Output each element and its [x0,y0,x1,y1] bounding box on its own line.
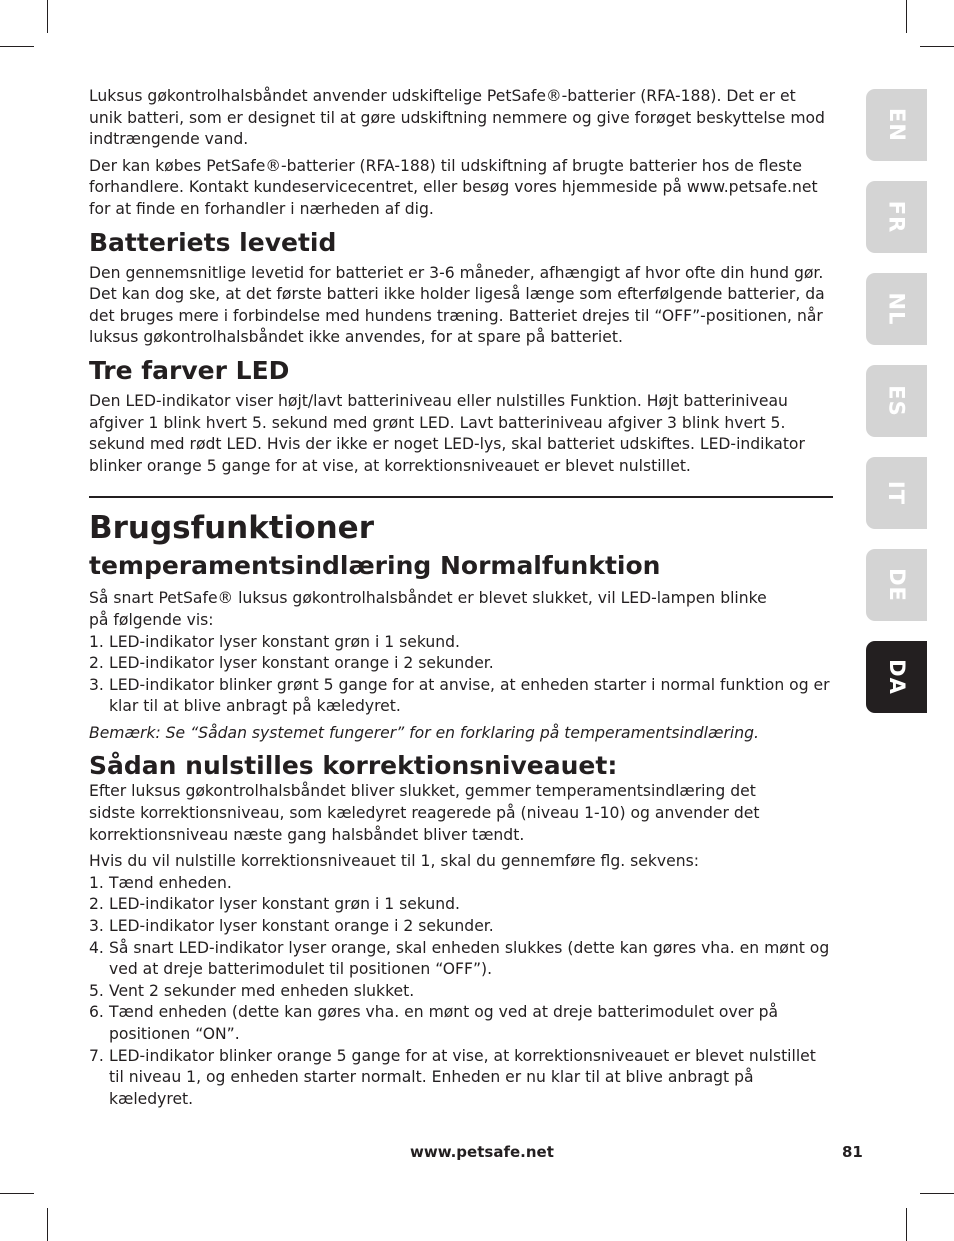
list-number: 3. [89,917,104,936]
reset-text-line: Efter luksus gøkontrolhalsbåndet bliver slukket, gemmer temperamentsindlæring det [89,782,756,801]
list-item [89,1046,833,1111]
reset-paragraph [89,781,833,846]
list-text: LED-indikator lyser konstant orange i 2 sekunder. [109,917,494,936]
list-item [89,873,833,895]
list-text: Tænd enheden. [109,873,232,892]
list-item [89,981,833,1003]
reset-steps-list [89,873,833,1111]
reset-heading: Sådan nulstilles korrektionsniveauet: [89,751,618,781]
crop-mark [906,0,907,33]
list-item [89,938,833,981]
list-item [89,632,833,654]
list-text: LED-indikator blinker orange 5 gange for at vise, at korrektionsniveauet er blevet nulstillet til niveau 1, og enheden starter normalt. Enheden er nu klar til at blive anbragt på kæledyret. [109,1046,816,1108]
list-text: LED-indikator lyser konstant orange i 2 sekunder. [109,654,494,673]
crop-mark [920,1193,954,1194]
page-title: Brugsfunktioner [89,510,374,547]
note-text: Bemærk: Se “Sådan systemet fungerer” for en forklaring på temperamentsindlæring. [89,723,759,742]
led-heading: Tre farver LED [89,355,290,385]
intro-paragraph: Der kan købes PetSafe®-batterier (RFA-188) til udskiftning af brugte batterier hos de fleste forhandlere. Kontakt kundeservicecentret, eller besøg vores hjemmeside på www.petsafe.net for at finde en forhandler i nærheden af dig. [89,156,818,218]
list-text: LED-indikator lyser konstant grøn i 1 sekund. [109,895,460,914]
crop-mark [47,1208,48,1241]
crop-mark [906,1208,907,1241]
tab-label: IT [884,480,909,506]
tab-label: ES [884,385,909,417]
list-item [89,916,833,938]
crop-mark [0,46,34,47]
list-number: 5. [89,981,104,1000]
crop-mark [47,0,48,33]
reset-intro: Hvis du vil nulstille korrektionsniveauet til 1, skal du gennemføre flg. sekvens: [89,852,700,871]
language-tab-en[interactable] [866,89,927,161]
tab-label: FR [884,200,909,234]
battery-life-heading: Batteriets levetid [89,227,337,257]
normal-function-list [89,632,833,718]
list-number: 4. [89,938,104,957]
list-number: 6. [89,1003,104,1022]
list-text: Så snart LED-indikator lyser orange, skal enheden slukkes (dette kan gøres vha. en mønt og ved at dreje batterimodulet til positionen “OFF”). [109,938,830,979]
footer-website-link[interactable]: www.petsafe.net [410,1143,554,1161]
language-tab-nl[interactable] [866,273,927,345]
intro-paragraph: Luksus gøkontrolhalsbåndet anvender udskiftelige PetSafe®-batterier (RFA-188). Det er et unik batteri, som er designet til at gøre udskiftning nemmere og give forøget beskyttelse mod indtrængende vand. [89,87,825,149]
language-tab-es[interactable] [866,365,927,437]
list-number: 2. [89,654,104,673]
tab-label: NL [884,292,909,326]
list-item [89,653,833,675]
language-tab-de[interactable] [866,549,927,621]
crop-mark [920,46,954,47]
led-text: Den LED-indikator viser højt/lavt batteriniveau eller nulstilles Funktion. Højt batteriniveau afgiver 1 blink hvert 5. sekund med grønt LED. Lavt batteriniveau afgiver 3 blink hvert 5. sekund med rødt LED. Hvis der ikke er noget LED-lys, skal batteriet udskiftes. LED-indikator blinker orange 5 gange for at vise, at korrektionsniveauet er blevet nulstillet. [89,391,805,475]
list-item [89,1002,833,1045]
tab-label: EN [884,108,909,142]
section-divider [89,496,833,498]
tab-label: DA [884,659,909,695]
list-item [89,894,833,916]
list-number: 1. [89,873,104,892]
list-number: 1. [89,632,104,651]
language-tab-fr[interactable] [866,181,927,253]
battery-life-text: Den gennemsnitlige levetid for batteriet er 3-6 måneder, afhængigt af hvor ofte din hund gør. Det kan dog ske, at det første batteri ikke holder ligeså længe som efterfølgende batterier, da det bruges mere i forbindelse med hundens træning. Batteriet drejes til “OFF”-positionen, når luksus gøkontrolhalsbåndet ikke anvendes, for at spare på batteriet. [89,263,825,347]
list-number: 3. [89,675,104,694]
list-number: 2. [89,895,104,914]
list-number: 7. [89,1046,104,1065]
language-tab-it[interactable] [866,457,927,529]
page-content [89,86,833,1110]
list-text: LED-indikator blinker grønt 5 gange for at anvise, at enheden starter i normal funktion og er klar til at blive anbragt på kæledyret. [109,675,830,716]
page-number: 81 [842,1143,863,1161]
tab-label: DE [884,568,909,602]
list-text: Tænd enheden (dette kan gøres vha. en mønt og ved at dreje batterimodulet over på positionen “ON”. [109,1003,779,1043]
list-text: LED-indikator lyser konstant grøn i 1 sekund. [109,632,460,651]
list-text: Vent 2 sekunder med enheden slukket. [109,981,415,1000]
crop-mark [0,1193,34,1194]
reset-text-rest: sidste korrektionsniveau, som kæledyret reagerede på (niveau 1-10) og anvender det korrektionsniveau næste gang halsbåndet bliver tændt. [89,804,760,844]
list-item [89,675,833,718]
language-tab-da[interactable] [866,641,927,713]
normal-function-heading: temperamentsindlæring Normalfunktion [89,551,661,581]
normal-function-intro: Så snart PetSafe® luksus gøkontrolhalsbåndet er blevet slukket, vil LED-lampen blinke på følgende vis: [89,589,767,629]
